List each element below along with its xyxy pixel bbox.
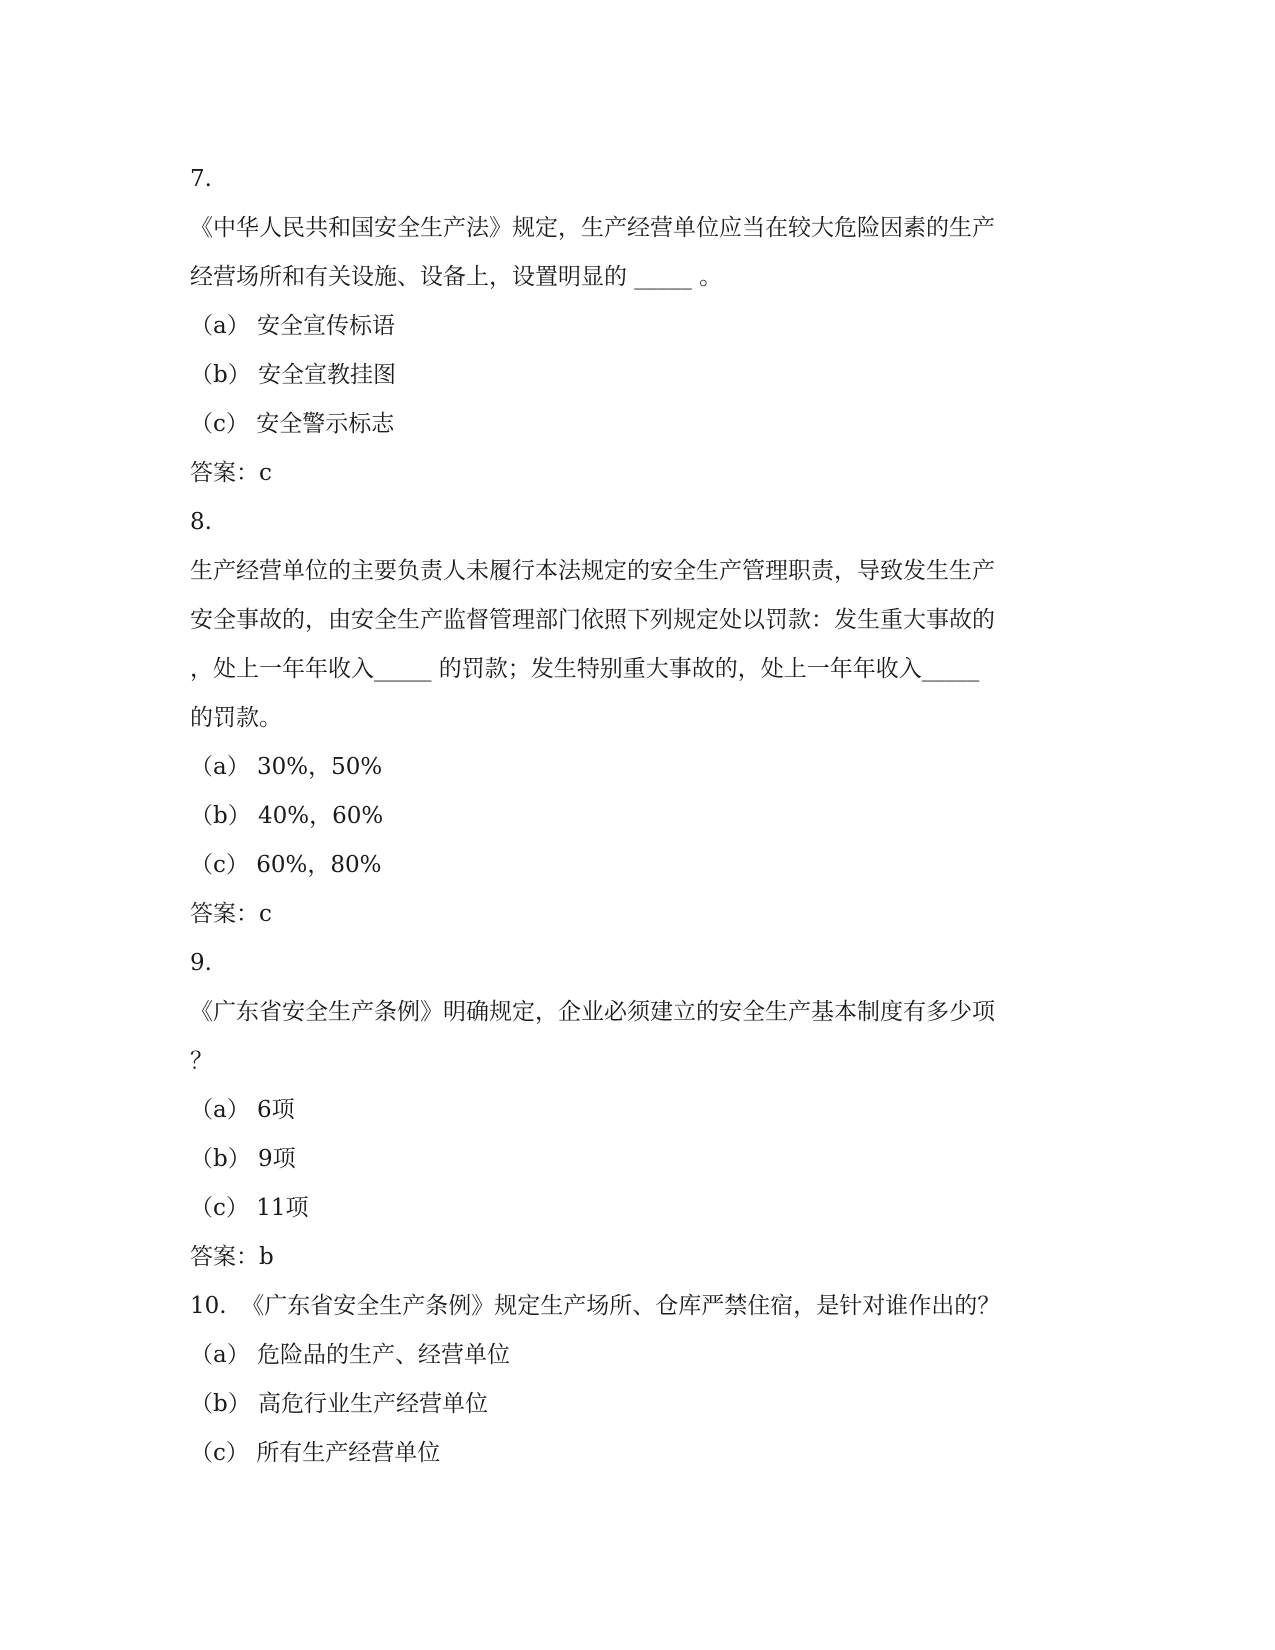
- question-10-option-a: （a） 危险品的生产、经营单位: [190, 1342, 511, 1368]
- question-8-text-line-4: 的罚款。: [190, 705, 282, 731]
- question-7-text-line-1: 《中华人民共和国安全生产法》规定，生产经营单位应当在较大危险因素的生产: [190, 215, 995, 241]
- question-8-number: 8.: [190, 509, 212, 535]
- question-7-option-b: （b） 安全宣教挂图: [190, 362, 397, 388]
- question-9-number: 9.: [190, 950, 212, 976]
- question-9-option-c: （c） 11项: [190, 1195, 309, 1221]
- question-7-text-line-2: 经营场所和有关设施、设备上，设置明显的 _____ 。: [190, 264, 723, 290]
- question-8-text-line-1: 生产经营单位的主要负责人未履行本法规定的安全生产管理职责，导致发生生产: [190, 558, 995, 584]
- question-7-answer: 答案：c: [190, 460, 272, 486]
- question-8-option-c: （c） 60%，80%: [190, 852, 382, 878]
- question-7-number: 7.: [190, 166, 212, 192]
- question-8-text-line-3: ，处上一年年收入_____ 的罚款；发生特别重大事故的，处上一年年收入_____: [190, 656, 980, 682]
- question-10-option-c: （c） 所有生产经营单位: [190, 1440, 441, 1466]
- question-8-option-a: （a） 30%，50%: [190, 754, 383, 780]
- question-10-text: 10. 《广东省安全生产条例》规定生产场所、仓库严禁住宿，是针对谁作出的？: [190, 1293, 1001, 1319]
- question-8-text-line-2: 安全事故的，由安全生产监督管理部门依照下列规定处以罚款：发生重大事故的: [190, 607, 995, 633]
- question-8-answer: 答案：c: [190, 901, 272, 927]
- question-7-option-c: （c） 安全警示标志: [190, 411, 395, 437]
- question-9-text-line-2: ？: [190, 1048, 213, 1074]
- question-9-text-line-1: 《广东省安全生产条例》明确规定，企业必须建立的安全生产基本制度有多少项: [190, 999, 995, 1025]
- question-9-option-b: （b） 9项: [190, 1146, 296, 1172]
- document-page: [190, 155, 1090, 1478]
- question-9-answer: 答案：b: [190, 1244, 274, 1270]
- question-7-option-a: （a） 安全宣传标语: [190, 313, 396, 339]
- question-10-option-b: （b） 高危行业生产经营单位: [190, 1391, 489, 1417]
- question-9-option-a: （a） 6项: [190, 1097, 295, 1123]
- question-8-option-b: （b） 40%，60%: [190, 803, 384, 829]
